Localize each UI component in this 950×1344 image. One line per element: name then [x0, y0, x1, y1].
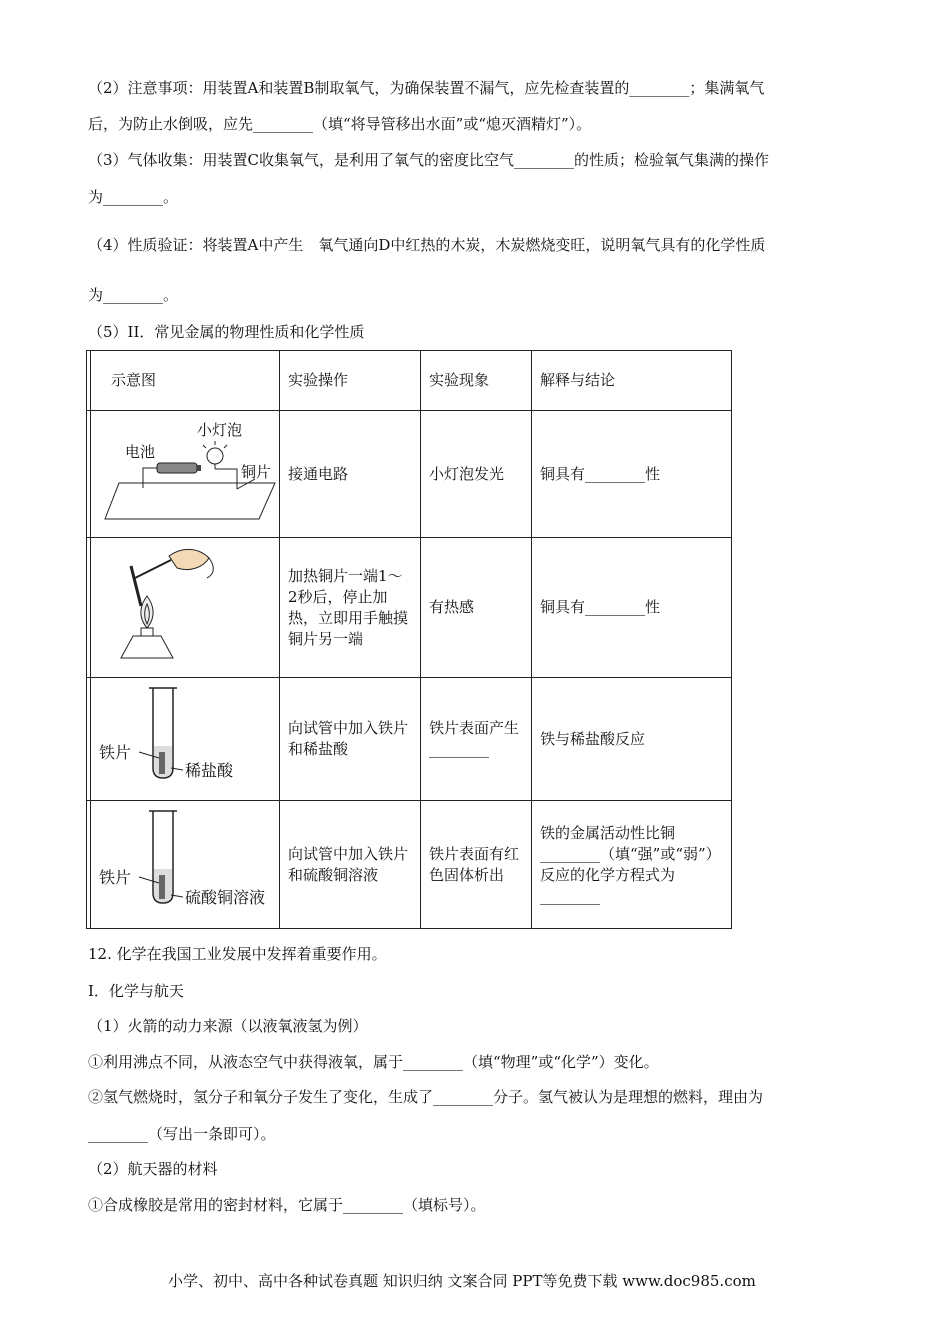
table-row	[87, 538, 732, 678]
circuit-illustration	[91, 411, 279, 531]
table-row	[87, 801, 732, 929]
header-conclusion: 解释与结论	[532, 351, 732, 411]
iron-piece-icon	[159, 875, 165, 899]
label-battery: 电池	[125, 443, 156, 461]
table-header-row	[87, 351, 732, 411]
question-5-heading: （5）II．常见金属的物理性质和化学性质	[88, 323, 365, 341]
label-cuso4: 硫酸铜溶液	[185, 888, 266, 907]
alcohol-lamp-illustration	[91, 538, 279, 671]
tongs-icon	[135, 560, 171, 578]
bulb-icon	[207, 448, 223, 464]
test-tube-hcl-illustration	[91, 678, 279, 794]
question-3-line-1: （3）气体收集：用装置C收集氧气，是利用了氧气的密度比空气________的性质；检验氧气集满的操作	[88, 151, 770, 169]
label-iron: 铁片	[99, 743, 132, 762]
conclusion-cell: 铜具有________性	[532, 411, 732, 538]
page-footer: 小学、初中、高中各种试卷真题 知识归纳 文案合同 PPT等免费下载 www.doc985.com	[168, 1272, 756, 1290]
question-12-item-2-line-1: ②氢气燃烧时，氢分子和氧分子发生了变化，生成了________分子。氢气被认为是理想的燃料，理由为	[88, 1088, 764, 1106]
label-bulb: 小灯泡	[197, 421, 243, 439]
conclusion-cell: 铁与稀盐酸反应	[532, 678, 732, 801]
question-12-item-2-line-2: ________（写出一条即可）。	[88, 1125, 276, 1143]
question-4-line-2: 为________。	[88, 286, 179, 304]
phenomenon-cell: 铁片表面有红色固体析出	[421, 801, 532, 929]
question-12-part-1: I．化学与航天	[88, 982, 184, 1000]
operation-cell: 接通电路	[280, 411, 421, 538]
lamp-icon	[121, 636, 173, 658]
operation-cell: 向试管中加入铁片和硫酸铜溶液	[280, 801, 421, 929]
header-operation: 实验操作	[280, 351, 421, 411]
conclusion-cell: 铜具有________性	[532, 538, 732, 678]
copper-strip-icon	[131, 566, 141, 606]
question-4-line-1: （4）性质验证：将装置A中产生 氧气通向D中红热的木炭，木炭燃烧变旺，说明氧气具有的化学性质	[88, 236, 766, 254]
header-phenomenon: 实验现象	[421, 351, 532, 411]
label-iron: 铁片	[99, 868, 132, 887]
question-2-line-1: （2）注意事项：用装置A和装置B制取氧气，为确保装置不漏气，应先检查装置的________；集满氧气	[88, 79, 765, 97]
question-12-item-3: ①合成橡胶是常用的密封材料，它属于________（填标号）。	[88, 1196, 486, 1214]
test-tube-cuso4-illustration	[91, 801, 279, 922]
table-row	[87, 678, 732, 801]
phenomenon-cell: 铁片表面产生________	[421, 678, 532, 801]
heating-diagram	[91, 538, 280, 678]
battery-icon	[157, 463, 197, 473]
question-2-line-2: 后，为防止水倒吸，应先________（填“将导管移出水面”或“熄灭酒精灯”）。	[88, 115, 592, 133]
question-12-title: 12. 化学在我国工业发展中发挥着重要作用。	[88, 945, 387, 963]
question-12-sub-2: （2）航天器的材料	[88, 1160, 218, 1178]
hand-icon	[169, 549, 209, 569]
operation-cell: 向试管中加入铁片和稀盐酸	[280, 678, 421, 801]
phenomenon-cell: 小灯泡发光	[421, 411, 532, 538]
conclusion-cell: 铁的金属活动性比铜________（填“强”或“弱”）反应的化学方程式为________	[532, 801, 732, 929]
question-12-item-1: ①利用沸点不同，从液态空气中获得液氧，属于________（填“物理”或“化学”）变化。	[88, 1053, 659, 1071]
table-row	[87, 411, 732, 538]
label-copper: 铜片	[241, 463, 272, 481]
experiment-table	[86, 350, 732, 929]
question-3-line-2: 为________。	[88, 188, 179, 206]
question-12-sub-1: （1）火箭的动力来源（以液氧液氢为例）	[88, 1017, 368, 1035]
header-diagram: 示意图	[91, 351, 280, 411]
circuit-diagram	[91, 411, 280, 538]
phenomenon-cell: 有热感	[421, 538, 532, 678]
operation-cell: 加热铜片一端1～2秒后，停止加热，立即用手触摸铜片另一端	[280, 538, 421, 678]
iron-piece-icon	[159, 752, 165, 774]
test-tube-diagram	[91, 678, 280, 801]
label-hcl: 稀盐酸	[185, 761, 234, 780]
test-tube-diagram	[91, 801, 280, 929]
